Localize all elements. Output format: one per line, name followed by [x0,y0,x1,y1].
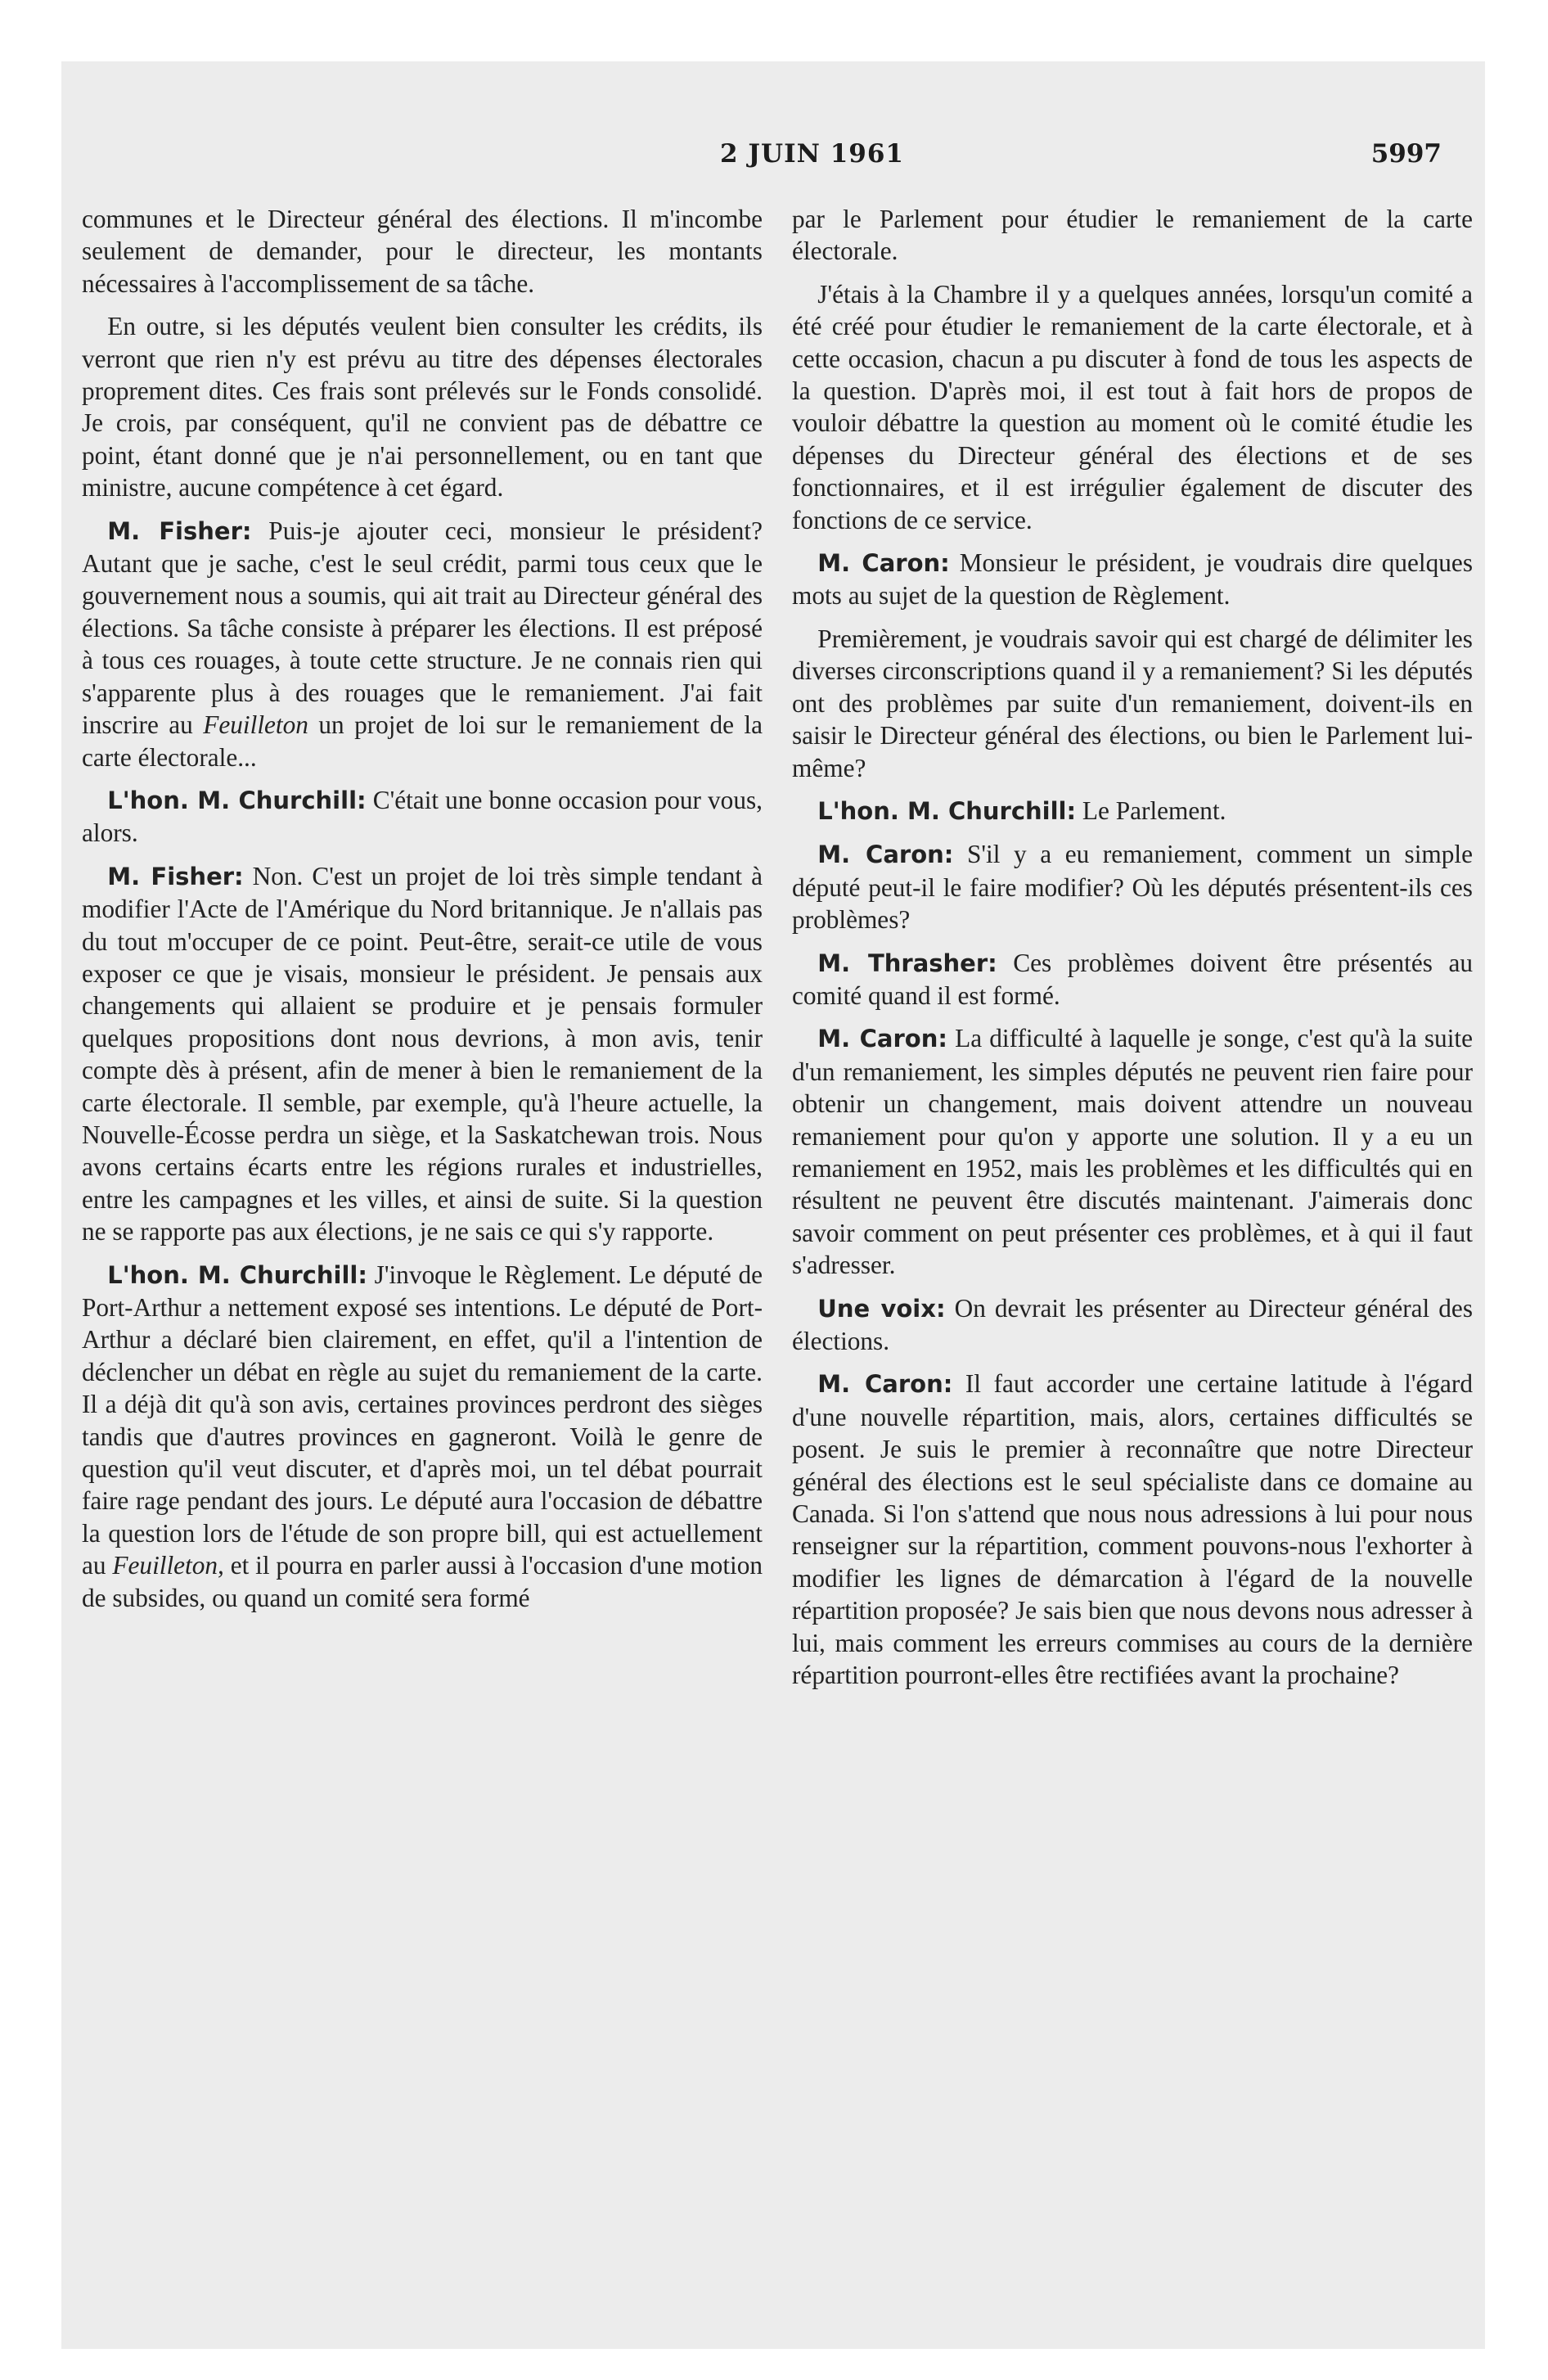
paragraph-text: Monsieur le président, je voudrais dire quelques mots au sujet de la question de Règlement. [792,548,1473,611]
paragraph-text: J'invoque le Règlement. Le député de Port-Arthur a nettement exposé ses intentions. Le député de Port-Arthur a déclaré bien clairement, en effet, qu'il a l'intention de déclencher un débat en règle au sujet du remaniement de la carte. Il a déjà dit qu'à son avis, certaines provinces perdront des sièges tandis que d'autres provinces en gagneront. Voilà le genre de question qu'il veut discuter, et d'après moi, un tel débat pourrait faire rage pendant des jours. Le député aura l'occasion de débattre la question lors de l'étude de son propre bill, qui est actuellement au [82,1260,763,1580]
paragraph-text: La difficulté à laquelle je songe, c'est qu'à la suite d'un remaniement, les simples députés ne peuvent rien faire pour obtenir un changement, mais doivent attendre un nouveau remaniement pour qu'on y apporte une solution. Il y a eu un remaniement en 1952, mais les problèmes et les difficultés qui en résultent ne peuvent être discutés maintenant. J'aimerais donc savoir comment on peut présenter ces problèmes, et à qui il faut s'adresser. [792,1024,1473,1280]
paragraph-text: C'était une bonne occasion pour vous, alors. [82,785,763,848]
page-number: 5997 [1370,139,1442,169]
speaker-name: M. Caron: [817,1370,953,1399]
paragraph [792,623,1473,784]
paragraph-text: Il faut accorder une certaine latitude à l'égard d'une nouvelle répartition, mais, alors, certaines difficultés se posent. Je suis le premier à reconnaître que notre Directeur général des élections est le seul spécialiste dans ce domaine au Canada. Si l'on s'attend que nous nous adressions à lui pour nous renseigner sur la répartition, comment pouvons-nous l'exhorter à modifier les lignes de démarcation à l'égard de la nouvelle répartition proposée? Je sais bien que nous devons nous adresser à lui, mais comment les erreurs commises au cours de la dernière répartition pourront-elles être rectifiées avant la prochaine? [792,1369,1473,1690]
paragraph-text: Le Parlement. [1082,796,1226,825]
speech-paragraph [82,1259,763,1614]
paragraph-text: communes et le Directeur général des élections. Il m'incombe seulement de demander, pour le directeur, les montants nécessaires à l'accomplissement de sa tâche. [82,205,763,298]
italic-text: Feuilleton [203,710,308,740]
paragraph-text: un projet de loi sur le remaniement de la carte électorale... [82,710,763,772]
speaker-name: M. Thrasher: [817,949,997,977]
paragraph [82,203,763,300]
speaker-name: Une voix: [817,1294,946,1323]
speech-paragraph [792,1292,1473,1358]
speech-paragraph [82,515,763,773]
speaker-name: M. Fisher: [107,862,244,890]
speech-paragraph [82,784,763,850]
paragraph-text: S'il y a eu remaniement, comment un simple député peut-il le faire modifier? Où les députés présentent-ils ces problèmes? [792,840,1473,935]
paragraph-text: par le Parlement pour étudier le remaniement de la carte électorale. [792,205,1473,266]
speech-paragraph [792,795,1473,827]
italic-text: Feuilleton, [112,1551,224,1580]
speech-paragraph [792,947,1473,1012]
speech-paragraph [792,838,1473,935]
paragraph [792,203,1473,268]
speaker-name: M. Fisher: [107,516,252,545]
speaker-name: L'hon. M. Churchill: [817,796,1077,825]
paragraph-text: et il pourra en parler aussi à l'occasion d'une motion de subsides, ou quand un comité sera formé [82,1551,763,1612]
paragraph [82,310,763,503]
left-column [82,203,763,1625]
speaker-name: M. Caron: [817,549,950,578]
paragraph-text: Premièrement, je voudrais savoir qui est chargé de délimiter les diverses circonscriptions quand il y a remaniement? Si les députés ont des problèmes par suite d'un remaniement, doivent-ils en saisir le Directeur général des élections, ou bien le Parlement lui-même? [792,624,1473,782]
speaker-name: M. Caron: [817,1025,947,1053]
paragraph-text: En outre, si les députés veulent bien consulter les crédits, ils verront que rien n'y est prévu au titre des dépenses électorales proprement dites. Ces frais sont prélevés sur le Fonds consolidé. Je crois, par conséquent, qu'il ne convient pas de débattre ce point, étant donné que je n'ai personnellement, ou en tant que ministre, aucune compétence à cet égard. [82,312,763,503]
speaker-name: M. Caron: [817,841,954,869]
page-date-header: 2 JUIN 1961 [720,139,904,169]
paragraph-text: On devrait les présenter au Directeur général des élections. [792,1293,1473,1355]
speech-paragraph [792,547,1473,612]
speech-paragraph [792,1368,1473,1691]
speaker-name: L'hon. M. Churchill: [107,1260,367,1289]
paragraph-text: J'étais à la Chambre il y a quelques années, lorsqu'un comité a été créé pour étudier le remaniement de la carte électorale, et à cette occasion, chacun a pu discuter à fond de tous les aspects de la question. D'après moi, il est tout à fait hors de propos de vouloir débattre la question au moment où le comité étudie les dépenses du Directeur général des élections et de ses fonctionnaires, et il est irrégulier également de discuter des fonctions de ce service. [792,279,1473,534]
speaker-name: L'hon. M. Churchill: [107,786,367,814]
paragraph-text: Ces problèmes doivent être présentés au comité quand il est formé. [792,948,1473,1010]
paragraph [792,278,1473,536]
speech-paragraph [792,1022,1473,1281]
paragraph-text: Puis-je ajouter ceci, monsieur le président? Autant que je sache, c'est le seul crédit, parmi tous ceux que le gouvernement nous a soumis, qui ait trait au Directeur général des élections. Sa tâche consiste à préparer les élections. Il est préposé à tous ces rouages, à toute cette structure. Je ne connais rien qui s'apparente plus à des rouages que le remaniement. J'ai fait inscrire au [82,516,763,740]
speech-paragraph [82,860,763,1248]
right-column [792,203,1473,1702]
paragraph-text: Non. C'est un projet de loi très simple tendant à modifier l'Acte de l'Amérique du Nord britannique. Je n'allais pas du tout m'occuper de ce point. Peut-être, serait-ce utile de vous exposer ce que je visais, monsieur le président. Je pensais aux changements qui allaient se produire et je pensais formuler quelques propositions dont nous devrions, à mon avis, tenir compte dès à présent, afin de mener à bien le remaniement de la carte électorale. Il semble, par exemple, qu'à l'heure actuelle, la Nouvelle-Écosse perdra un siège, et la Saskatchewan trois. Nous avons certains écarts entre les régions rurales et industrielles, entre les campagnes et les villes, et ainsi de suite. Si la question ne se rapporte pas aux élections, je ne sais ce qui s'y rapporte. [82,861,763,1246]
